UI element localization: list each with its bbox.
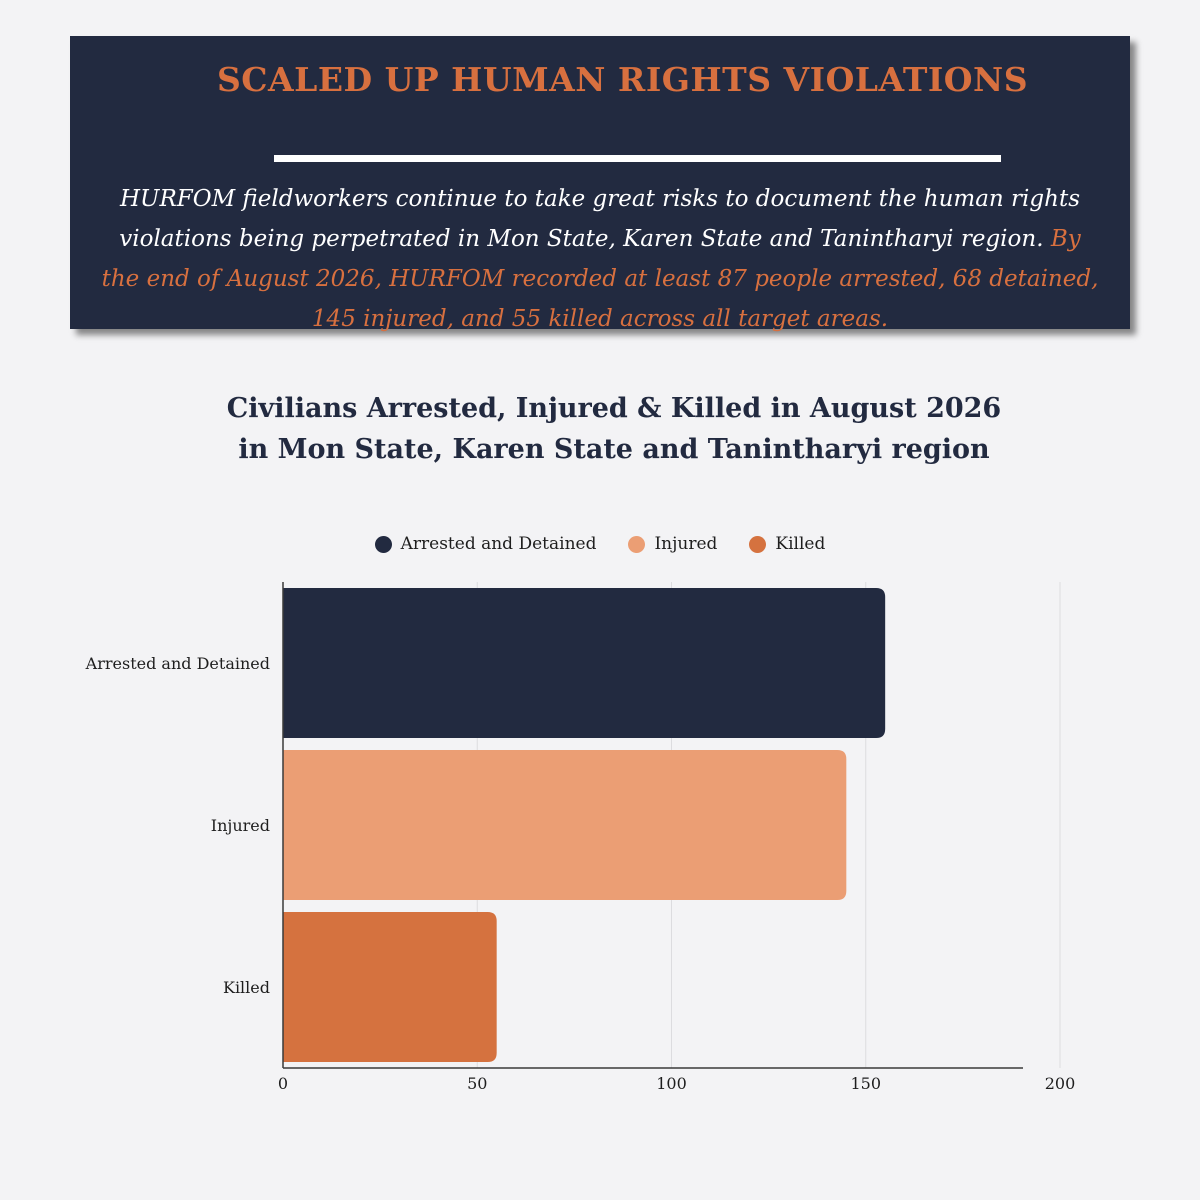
- banner-description-plain: HURFOM fieldworkers continue to take great risks to document the human rights violations being perpetrated in Mon State, Karen State and Tanintharyi region.: [119, 186, 1080, 252]
- x-tick-label-100: 100: [656, 1074, 687, 1093]
- banner-title: SCALED UP HUMAN RIGHTS VIOLATIONS: [216, 60, 1029, 99]
- bar-killed: [283, 912, 497, 1062]
- bar-arrested-and-detained: [283, 588, 885, 738]
- legend-label-arrested: Arrested and Detained: [400, 534, 597, 554]
- x-tick-label-200: 200: [1044, 1074, 1076, 1093]
- category-label-killed: Killed: [222, 978, 270, 997]
- category-label-injured: Injured: [210, 816, 270, 835]
- legend-label-killed: Killed: [775, 534, 826, 554]
- legend-label-injured: Injured: [654, 534, 718, 554]
- x-tick-label-0: 0: [277, 1074, 289, 1093]
- category-label-arrested-and-detained: Arrested and Detained: [85, 654, 270, 673]
- chart-title-line-2: in Mon State, Karen State and Tanintharyi region: [238, 434, 990, 465]
- x-tick-label-50: 50: [467, 1074, 488, 1093]
- x-tick-label-150: 150: [850, 1074, 882, 1093]
- bar-injured: [283, 750, 846, 900]
- chart-title-line-1: Civilians Arrested, Injured & Killed in August 2026: [226, 393, 1002, 424]
- banner-description-highlight: By the end of August 2026, HURFOM recorded at least 87 people arrested, 68 detained, 145 injured, and 55 killed across all target areas.: [101, 226, 1099, 332]
